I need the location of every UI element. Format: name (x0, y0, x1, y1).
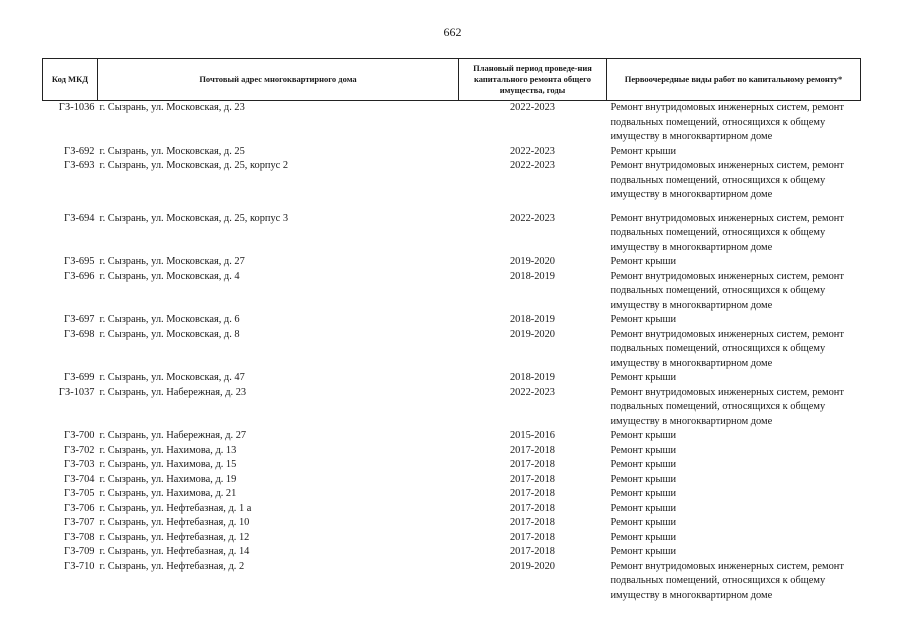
cell-period: 2022-2023 (509, 102, 556, 113)
table-row (43, 444, 861, 459)
cell-works: Ремонт крыши (610, 430, 677, 441)
cell-code: ГЗ-700 (63, 430, 95, 441)
table-row (43, 545, 861, 560)
cell-works: Ремонт внутридомовых инженерных систем, ремонт подвальных помещений, относящихся к общему имуществу в многоквартирном доме (610, 560, 844, 601)
cell-address: г. Сызрань, ул. Московская, д. 25, корпус 3 (99, 212, 289, 224)
table-row (43, 159, 861, 203)
cell-code: ГЗ-704 (63, 473, 95, 485)
cell-works: Ремонт крыши (610, 531, 677, 543)
cell-works: Ремонт крыши (610, 517, 677, 528)
cell-works: Ремонт крыши (610, 314, 677, 325)
cell-period: 2017-2018 (509, 502, 556, 514)
cell-address: г. Сызрань, ул. Набережная, д. 27 (99, 430, 247, 441)
cell-works: Ремонт крыши (610, 502, 677, 514)
cell-works: Ремонт крыши (610, 546, 677, 557)
cell-code: ГЗ-695 (63, 256, 95, 267)
cell-address: г. Сызрань, ул. Нефтебазная, д. 1 а (99, 502, 252, 514)
cell-works: Ремонт крыши (610, 145, 677, 157)
cell-address: г. Сызрань, ул. Набережная, д. 23 (99, 386, 247, 398)
table-row (43, 270, 861, 314)
cell-period: 2018-2019 (509, 270, 556, 282)
table-row (43, 429, 861, 444)
cell-address: г. Сызрань, ул. Московская, д. 25, корпус 2 (99, 160, 289, 171)
cell-code: ГЗ-1036 (58, 102, 95, 113)
cell-address: г. Сызрань, ул. Московская, д. 23 (99, 102, 245, 113)
header-code: Код МКД (43, 59, 98, 101)
cell-works: Ремонт внутридомовых инженерных систем, ремонт подвальных помещений, относящихся к общему имуществу в многоквартирном доме (610, 386, 844, 427)
table-row (43, 255, 861, 270)
table-row (43, 531, 861, 546)
cell-address: г. Сызрань, ул. Нахимова, д. 21 (99, 488, 237, 499)
cell-address: г. Сызрань, ул. Нахимова, д. 13 (99, 444, 237, 456)
cell-code: ГЗ-692 (63, 145, 95, 157)
cell-period: 2018-2019 (509, 372, 556, 383)
cell-period: 2019-2020 (509, 560, 556, 572)
cell-address: г. Сызрань, ул. Нефтебазная, д. 12 (99, 531, 250, 543)
cell-works: Ремонт крыши (610, 488, 677, 499)
cell-period: 2022-2023 (509, 160, 556, 171)
cell-code: ГЗ-705 (63, 488, 95, 499)
table-row (43, 473, 861, 488)
table-row (43, 101, 861, 145)
cell-address: г. Сызрань, ул. Нефтебазная, д. 14 (99, 546, 250, 557)
cell-address: г. Сызрань, ул. Нахимова, д. 19 (99, 473, 237, 485)
cell-address: г. Сызрань, ул. Нахимова, д. 15 (99, 459, 237, 470)
table-row (43, 313, 861, 328)
cell-address: г. Сызрань, ул. Московская, д. 25 (99, 145, 245, 157)
cell-works: Ремонт крыши (610, 444, 677, 456)
cell-period: 2017-2018 (509, 546, 556, 557)
table-body (43, 101, 861, 604)
cell-period: 2017-2018 (509, 473, 556, 485)
table-row (43, 502, 861, 517)
cell-code: ГЗ-699 (63, 372, 95, 383)
cell-code: ГЗ-708 (63, 531, 95, 543)
cell-code: ГЗ-693 (63, 160, 95, 171)
cell-period: 2022-2023 (509, 145, 556, 157)
page-number: 662 (443, 25, 462, 39)
cell-period: 2017-2018 (509, 444, 556, 456)
cell-address: г. Сызрань, ул. Московская, д. 27 (99, 256, 245, 267)
cell-period: 2022-2023 (509, 386, 556, 398)
cell-code: ГЗ-707 (63, 517, 95, 528)
cell-period: 2017-2018 (509, 459, 556, 470)
cell-code: ГЗ-710 (63, 560, 95, 572)
table-row (43, 458, 861, 473)
cell-works: Ремонт крыши (610, 473, 677, 485)
row-spacer-cell (43, 203, 861, 212)
cell-works: Ремонт внутридомовых инженерных систем, ремонт подвальных помещений, относящихся к общему имуществу в многоквартирном доме (610, 270, 844, 311)
cell-works: Ремонт крыши (610, 459, 677, 470)
header-works: Первоочередные виды работ по капитальному ремонту* (607, 59, 861, 101)
table-row (43, 516, 861, 531)
cell-period: 2018-2019 (509, 314, 556, 325)
cell-period: 2019-2020 (509, 256, 556, 267)
cell-address: г. Сызрань, ул. Московская, д. 47 (99, 372, 245, 383)
cell-address: г. Сызрань, ул. Московская, д. 6 (99, 314, 240, 325)
table-row (43, 212, 861, 256)
table-header-row (43, 59, 861, 101)
header-address: Почтовый адрес многоквартирного дома (98, 59, 459, 101)
cell-address: г. Сызрань, ул. Нефтебазная, д. 2 (99, 560, 245, 572)
cell-period: 2022-2023 (509, 212, 556, 224)
cell-works: Ремонт крыши (610, 256, 677, 267)
cell-period: 2017-2018 (509, 488, 556, 499)
cell-works: Ремонт внутридомовых инженерных систем, ремонт подвальных помещений, относящихся к общему имуществу в многоквартирном доме (610, 102, 844, 142)
capital-repair-table (42, 58, 861, 603)
cell-period: 2015-2016 (509, 430, 556, 441)
cell-code: ГЗ-698 (63, 328, 95, 340)
row-spacer (43, 203, 861, 212)
cell-address: г. Сызрань, ул. Московская, д. 4 (99, 270, 240, 282)
cell-code: ГЗ-709 (63, 546, 95, 557)
cell-address: г. Сызрань, ул. Московская, д. 8 (99, 328, 240, 340)
header-period: Плановый период проведе-ния капитального ремонта общего имущества, годы (459, 59, 607, 101)
table-row (43, 560, 861, 604)
table-row (43, 386, 861, 430)
table-row (43, 145, 861, 160)
cell-address: г. Сызрань, ул. Нефтебазная, д. 10 (99, 517, 250, 528)
cell-works: Ремонт внутридомовых инженерных систем, ремонт подвальных помещений, относящихся к общему имуществу в многоквартирном доме (610, 160, 844, 200)
cell-code: ГЗ-702 (63, 444, 95, 456)
table-row (43, 328, 861, 372)
cell-code: ГЗ-706 (63, 502, 95, 514)
table-row (43, 487, 861, 502)
cell-code: ГЗ-696 (63, 270, 95, 282)
cell-works: Ремонт внутридомовых инженерных систем, ремонт подвальных помещений, относящихся к общему имуществу в многоквартирном доме (610, 212, 844, 253)
cell-period: 2017-2018 (509, 517, 556, 528)
cell-code: ГЗ-697 (63, 314, 95, 325)
table-row (43, 371, 861, 386)
cell-works: Ремонт внутридомовых инженерных систем, ремонт подвальных помещений, относящихся к общему имуществу в многоквартирном доме (610, 328, 844, 369)
cell-period: 2017-2018 (509, 531, 556, 543)
cell-period: 2019-2020 (509, 328, 556, 340)
cell-code: ГЗ-703 (63, 459, 95, 470)
cell-code: ГЗ-1037 (58, 386, 95, 398)
cell-works: Ремонт крыши (610, 372, 677, 383)
cell-code: ГЗ-694 (63, 212, 95, 224)
